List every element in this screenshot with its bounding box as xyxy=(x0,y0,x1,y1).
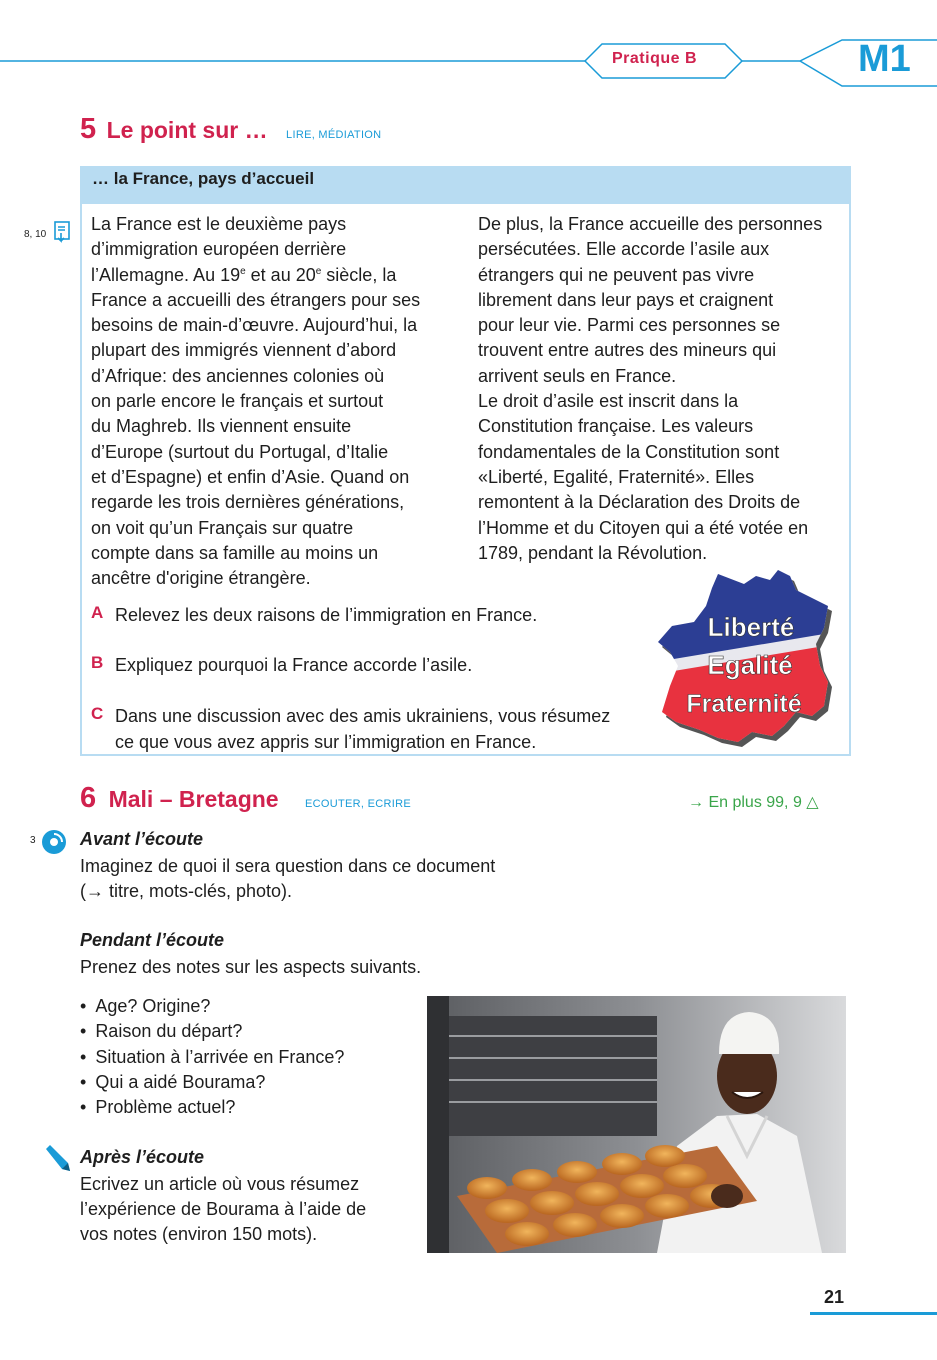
list-item: • Raison du départ? xyxy=(80,1019,344,1044)
reading-box-title: … la France, pays d’accueil xyxy=(92,169,315,188)
page-number: 21 xyxy=(824,1287,845,1307)
section-6-title: Mali – Bretagne xyxy=(108,786,279,812)
module-number: M1 xyxy=(858,38,911,80)
reading-text-right: De plus, la France accueille des personnes persécutées. Elle accorde l’asile aux étrangers qui ne peuvent pas vivre librement dans leur pays et craignent pour leur vie. Parmi ces personnes se trouvent entre autres des mineurs qui arrivent seuls en France. Le droit d’asile est inscrit dans la Constitution française. Les valeurs fondamentales de la Constitution sont «Liberté, Egalité, Fraternité». Elles remontent à la Déclaration des Droits de l’Homme et du Citoyen qui a été votée en 1789, pendant la Révolution. xyxy=(478,214,823,563)
avant-ecoute-text: Imaginez de quoi il sera question dans ce document (→ titre, mots-clés, photo). xyxy=(80,856,496,901)
reading-text-left: La France est le deuxième pays d’immigration européen derrière l’Allemagne. Au 19e et au 20e siècle, la France a accueilli des étrangers pour ses besoins de main-d’œuvre. Aujourd’hui, la plupart des immigrés viennent d’abord d’Afrique: des anciennes colonies où on parle encore le français et surtout du Maghreb. Ils viennent ensuite d’Europe (surtout du Portugal, d’Italie et d’Espagne) et enfin d’Asie. Quand on regarde les trois dernières générations, on voit qu’un Français sur quatre compte dans sa famille au moins un ancêtre d'origine étrangère. xyxy=(91,214,421,589)
list-item: • Age? Origine? xyxy=(80,994,344,1019)
section-6-skill-tag: ECOUTER, ECRIRE xyxy=(305,798,412,810)
header-decoration xyxy=(0,0,937,100)
section-6-number: 6 xyxy=(80,782,97,814)
map-word-fraternite: Fraternité xyxy=(686,690,802,718)
listening-aspects-list xyxy=(80,994,344,1120)
audio-cd-icon xyxy=(40,828,68,856)
map-word-liberte: Liberté xyxy=(707,612,795,642)
en-plus-reference: → En plus 99, 9 △ xyxy=(688,794,819,811)
map-word-egalite: Egalité xyxy=(707,650,793,680)
list-item: • Qui a aidé Bourama? xyxy=(80,1070,344,1095)
avant-ecoute-title: Avant l’écoute xyxy=(80,829,204,849)
france-map-illustration xyxy=(656,566,836,750)
apres-ecoute-text: Ecrivez un article où vous résumez l’expérience de Bourama à l’aide de vos notes (environ 150 mots). xyxy=(80,1174,367,1244)
list-item: • Situation à l’arrivée en France? xyxy=(80,1045,344,1070)
pendant-ecoute-text: Prenez des notes sur les aspects suivants. xyxy=(80,957,422,977)
audio-track-number: 3 xyxy=(30,835,36,846)
section-6-heading xyxy=(80,782,411,815)
workbook-icon xyxy=(54,221,72,243)
list-item: • Problème actuel? xyxy=(80,1095,344,1120)
section-5-heading xyxy=(80,113,381,146)
pendant-ecoute-title: Pendant l’écoute xyxy=(80,930,225,950)
baker-photo xyxy=(427,996,846,1253)
module-tab-label: Pratique B xyxy=(612,50,698,67)
side-reference: 8, 10 xyxy=(24,229,47,240)
apres-ecoute-title: Après l’écoute xyxy=(80,1147,205,1167)
section-5-number: 5 xyxy=(80,113,97,145)
section-5-skill-tag: LIRE, MÉDIATION xyxy=(286,129,382,141)
section-5-title: Le point sur … xyxy=(106,117,268,143)
pencil-icon xyxy=(42,1143,72,1173)
footer-rule xyxy=(810,1312,937,1315)
